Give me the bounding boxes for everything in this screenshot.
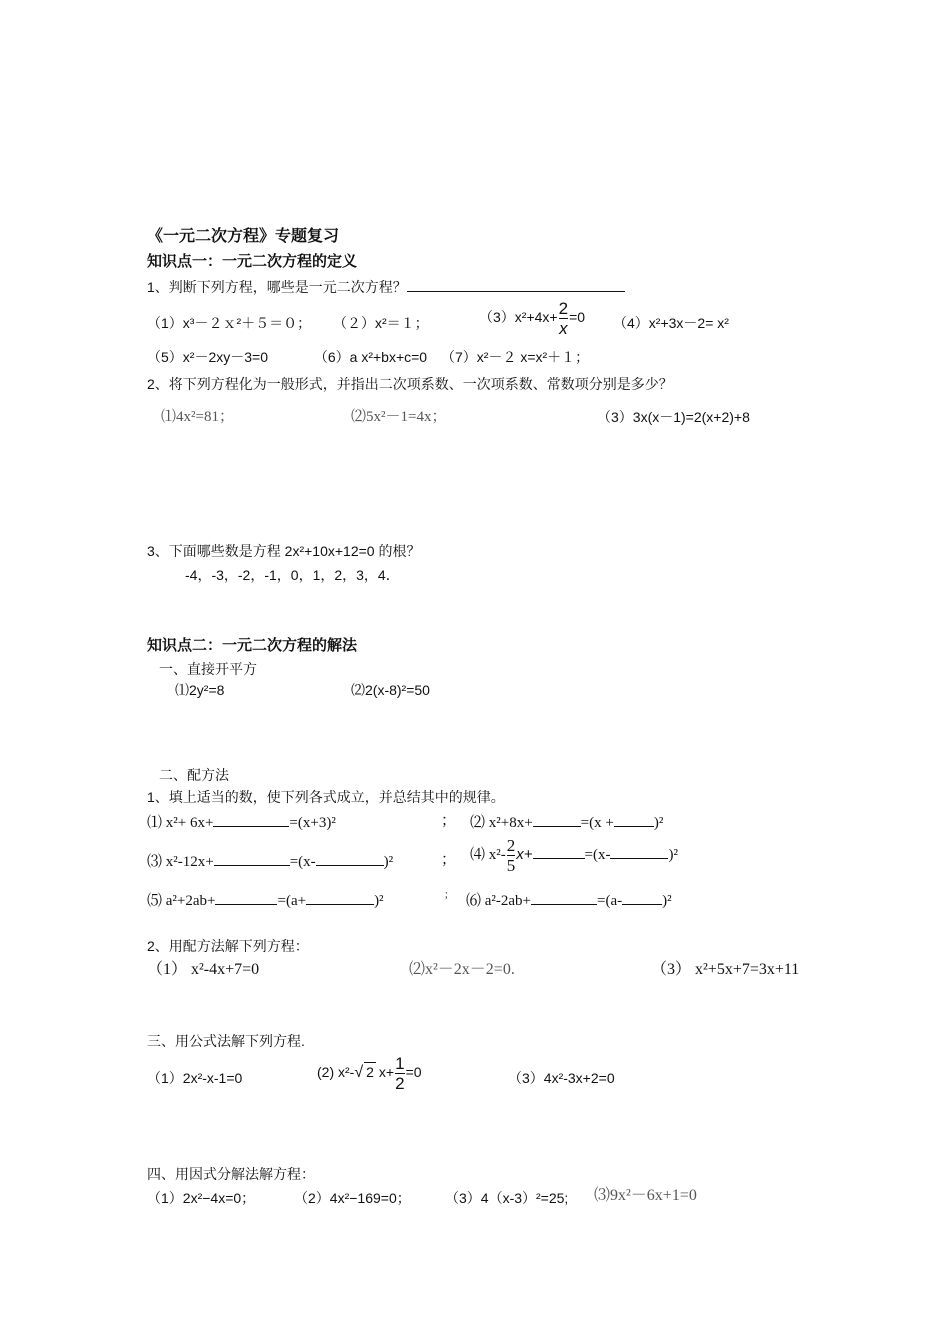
fill-blank[interactable] [531,890,597,905]
s2-row2-right: ⑷ x²- $\frac{2}{5}$ x+ =(x- )² [470,836,678,875]
s2-heading: 二、配方法 [159,767,229,783]
fill-blank[interactable] [614,812,654,827]
s2-row3-right: ⑹ a²-2ab+ =(a- )² [466,890,672,910]
kp1-q1-row2: （5）x²－2xy－3=0 （6）a x²+bx+c=0 （7）x²－２ x=x²＋１； [147,349,590,365]
fill-blank[interactable] [610,844,668,859]
s1-heading: 一、直接开平方 [159,661,257,677]
s2-q1-stem: 1、填上适当的数，使下列各式成立，并总结其中的规律。 [147,789,505,805]
s2-row2-left: ⑶ x²-12x+ =(x- )² [147,851,393,871]
kp1-q1-item4: （4）x²+3x－2= x² [613,315,729,331]
s3-eq3: （3）4x²-3x+2=0 [508,1070,615,1086]
fill-blank[interactable] [213,812,289,827]
kp1-q2-item3: （3）3x(x－1)=2(x+2)+8 [597,409,750,425]
kp1-q3-stem: 3、下面哪些数是方程 2x²+10x+12=0 的根？ [147,543,421,559]
s2-row1-left: ⑴ x²+ 6x+ =(x+3)² [147,812,336,832]
kp2-heading: 知识点二：一元二次方程的解法 [147,637,358,654]
fill-blank[interactable] [622,890,662,905]
s3-eq1: （1）2x²-x-1=0 [147,1070,243,1086]
page-title: 《一元二次方程》专题复习 [147,228,340,245]
s4-eq2: （2）4x²−169=0； [294,1190,411,1206]
s4-heading: 四、用因式分解法解方程： [147,1166,315,1182]
s2-separator: ； [441,852,457,868]
s4-eq4: ⑶9x²－6x+1=0 [594,1187,697,1204]
s4-eq1: （1）2x²−4x=0； [147,1190,256,1206]
fill-blank[interactable] [215,890,277,905]
s3-heading: 三、用公式法解下列方程. [147,1033,305,1049]
s2-row3-left: ⑸ a²+2ab+ =(a+ )² [147,890,384,910]
kp1-q3-numbers: -4，-3，-2，-1，0，1，2，3，4． [185,567,400,583]
answer-blank[interactable] [407,277,625,292]
fill-blank[interactable] [533,844,585,859]
s1-item2: ⑵2(x-8)²=50 [351,682,430,698]
kp1-q2-item1: ⑴4x²=81； [161,409,234,425]
kp1-q1-stem: 1、判断下列方程，哪些是一元二次方程？ [147,277,625,296]
fraction: $\frac{2}{5}$ [506,836,516,875]
fill-blank[interactable] [533,812,581,827]
fill-blank[interactable] [316,851,384,866]
kp1-heading: 知识点一：一元二次方程的定义 [147,253,358,270]
kp1-q2-stem: 2、将下列方程化为一般形式，并指出二次项系数、一次项系数、常数项分别是多少？ [147,376,673,392]
kp1-q1-row1: （1）x³－２ｘ²＋５＝０； （２）x²＝１； [147,315,429,331]
s2-q2-stem: 2、用配方法解下列方程： [147,938,309,954]
s2-q2-eq3: （3） x²+5x+7=3x+11 [651,961,800,978]
s2-separator: ； [441,813,457,829]
fraction: $\frac{2}{x}$ [558,299,569,338]
fraction: $\frac{1}{2}$ [395,1054,405,1093]
s2-separator: ； [444,890,454,901]
kp1-q1-item3: （3）x²+4x+ $\frac{2}{x}$ =0 [479,299,586,338]
s1-item1: ⑴2y²=8 [175,682,225,698]
s2-row1-right: ⑵ x²+8x+ =(x + )² [470,812,663,832]
kp1-q2-item2: ⑵5x²－1=4x； [351,409,447,425]
fill-blank[interactable] [214,851,290,866]
s2-q2-eq2: ⑵x²－2x－2=0. [409,961,515,978]
s4-eq3: （3）4（x-3）²=25; [445,1190,569,1206]
s3-eq2: (2) x²-√ 2 x+ $\frac{1}{2}$ =0 [317,1054,422,1093]
s2-q2-eq1: （1） x²-4x+7=0 [147,961,260,978]
fill-blank[interactable] [306,890,374,905]
